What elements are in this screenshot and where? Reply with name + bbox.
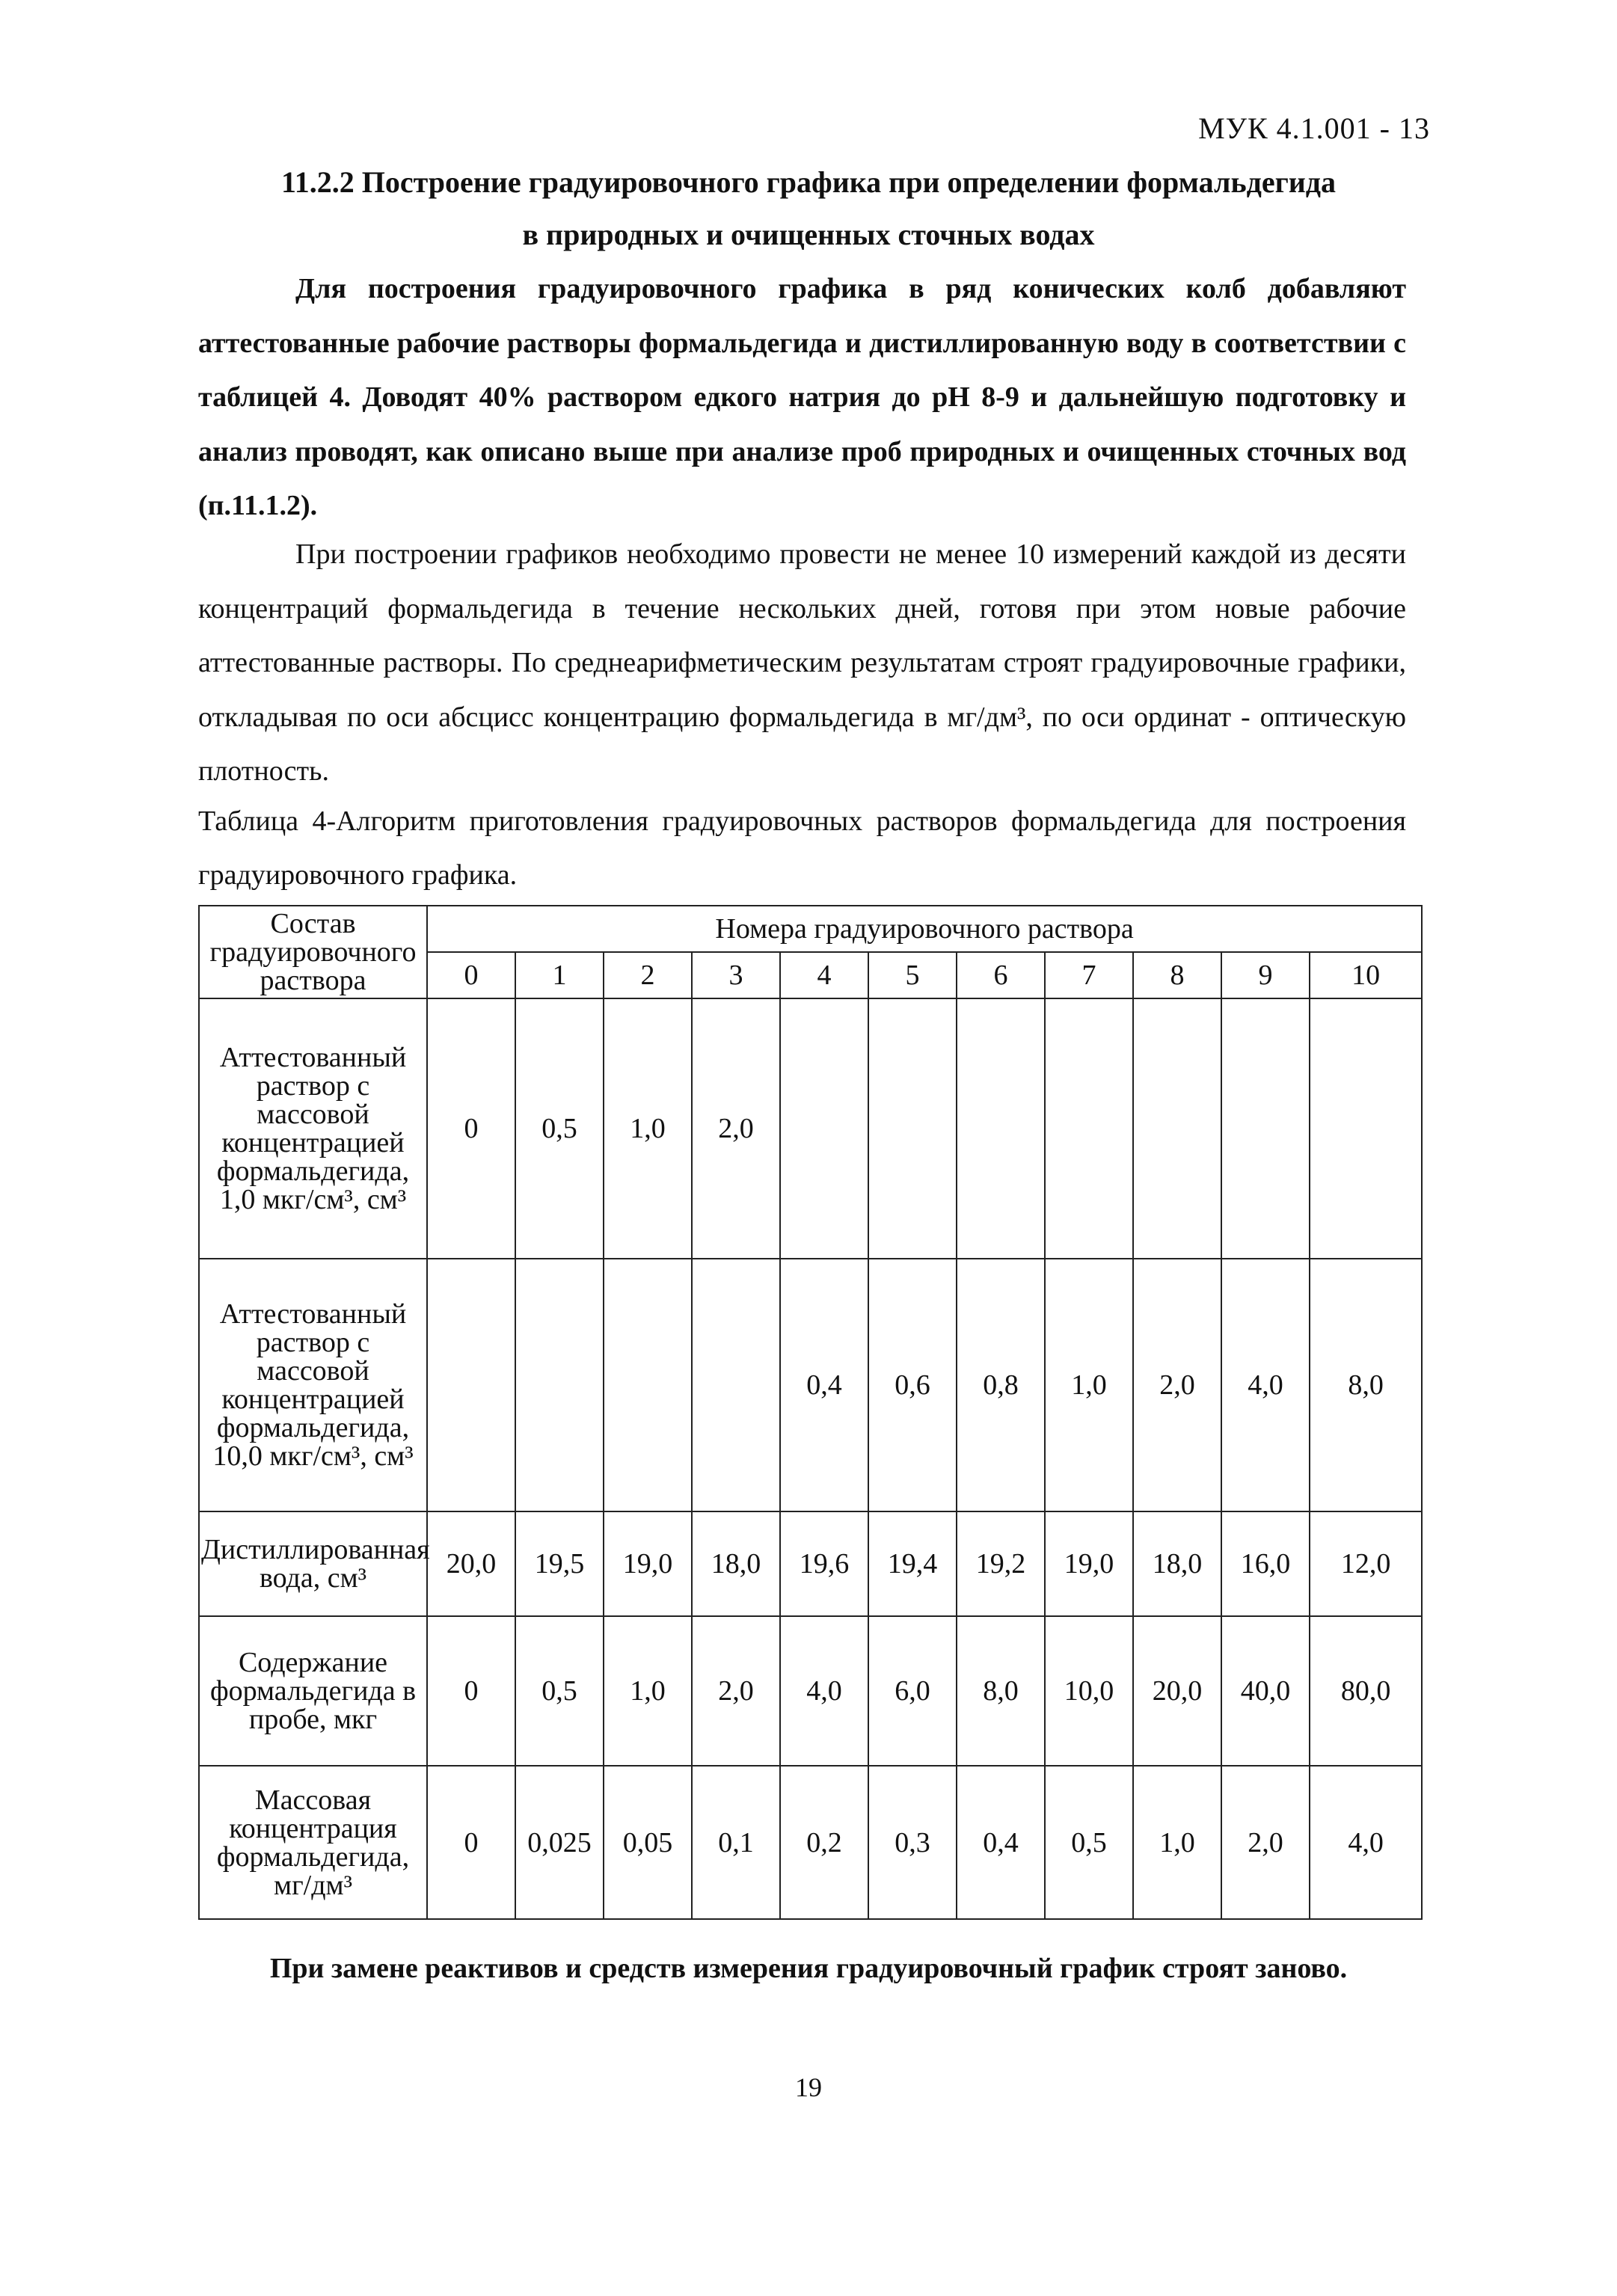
table-cell: 16,0 <box>1221 1511 1310 1616</box>
table-cell: 20,0 <box>427 1511 515 1616</box>
table-cell <box>957 998 1045 1259</box>
table-cell: 40,0 <box>1221 1616 1310 1766</box>
table-cell <box>1221 998 1310 1259</box>
table-cell: 20,0 <box>1133 1616 1221 1766</box>
table-cell: 2,0 <box>692 998 780 1259</box>
paragraph-2: При построении графиков необходимо провести не менее 10 измерений каждой из десяти концентраций формальдегида в течение нескольких дней, готовя при этом новые рабочие аттестованные растворы. По среднеарифметическим результатам строят градуировочные графики, откладывая по оси абсцисс концентрацию формальдегида в мг/дм³, по оси ординат - оптическую плотность. <box>198 538 1406 787</box>
table-cell: 0,8 <box>957 1259 1045 1511</box>
table-cell: 0,4 <box>957 1766 1045 1919</box>
row-label: Дистиллированная вода, см³ <box>199 1511 427 1616</box>
table-cell: 12,0 <box>1310 1511 1422 1616</box>
table-cell: 2,0 <box>692 1616 780 1766</box>
column-header: 8 <box>1133 952 1221 998</box>
table-cell: 0,5 <box>1045 1766 1133 1919</box>
table-cell <box>1133 998 1221 1259</box>
row-label: Массовая концентрация формальдегида, мг/дм³ <box>199 1766 427 1919</box>
section-title: 11.2.2 Построение градуировочного графика при определении формальдегида <box>280 165 1337 199</box>
section-subtitle: в природных и очищенных сточных водах <box>522 218 1095 251</box>
table-row <box>199 1766 1422 1919</box>
table-cell <box>604 1259 692 1511</box>
table-cell: 0,1 <box>692 1766 780 1919</box>
table-cell: 0 <box>427 1766 515 1919</box>
table-cell: 19,6 <box>780 1511 868 1616</box>
table-cell: 0,3 <box>868 1766 957 1919</box>
table-cell <box>515 1259 604 1511</box>
table-cell: 19,0 <box>1045 1511 1133 1616</box>
table-cell <box>868 998 957 1259</box>
table-cell <box>780 998 868 1259</box>
paragraph-1: Для построения градуировочного графика в ряд конических колб добавляют аттестованные рабочие растворы формальдегида и дистиллированную воду в соответствии с таблицей 4. Доводят 40% раствором едкого натрия до pH 8-9 и дальнейшую подготовку и анализ проводят, как описано выше при анализе проб природных и очищенных сточных вод (п.11.1.2). <box>198 273 1406 521</box>
table-cell: 8,0 <box>1310 1259 1422 1511</box>
table-header-row <box>199 906 1422 952</box>
calibration-table <box>198 905 1423 1920</box>
column-header: 4 <box>780 952 868 998</box>
column-header: 10 <box>1310 952 1422 998</box>
table-cell: 2,0 <box>1133 1259 1221 1511</box>
table-cell: 1,0 <box>1133 1766 1221 1919</box>
table-cell: 0,025 <box>515 1766 604 1919</box>
table-cell: 18,0 <box>1133 1511 1221 1616</box>
table-cell: 4,0 <box>780 1616 868 1766</box>
column-header: 6 <box>957 952 1045 998</box>
table-cell: 1,0 <box>604 998 692 1259</box>
table-cell: 19,0 <box>604 1511 692 1616</box>
column-header: 2 <box>604 952 692 998</box>
table-cell: 1,0 <box>1045 1259 1133 1511</box>
column-header: 3 <box>692 952 780 998</box>
table-cell: 80,0 <box>1310 1616 1422 1766</box>
table-cell: 4,0 <box>1310 1766 1422 1919</box>
table-cell: 8,0 <box>957 1616 1045 1766</box>
column-header: 7 <box>1045 952 1133 998</box>
table-cell: 4,0 <box>1221 1259 1310 1511</box>
column-header: 5 <box>868 952 957 998</box>
table-cell <box>1310 998 1422 1259</box>
table-cell: 0 <box>427 1616 515 1766</box>
table-row <box>199 1259 1422 1511</box>
table-cell: 2,0 <box>1221 1766 1310 1919</box>
table-cell: 19,4 <box>868 1511 957 1616</box>
footer-note: При замене реактивов и средств измерения градуировочный график строят заново. <box>269 1953 1348 1984</box>
table-row <box>199 1616 1422 1766</box>
table-cell: 0,6 <box>868 1259 957 1511</box>
row-label: Аттестованный раствор с массовой концентрацией формальдегида, 10,0 мкг/см³, см³ <box>199 1259 427 1511</box>
table-cell: 6,0 <box>868 1616 957 1766</box>
table-cell: 0,5 <box>515 1616 604 1766</box>
table-cell: 0,2 <box>780 1766 868 1919</box>
table-row <box>199 1511 1422 1616</box>
table-cell <box>692 1259 780 1511</box>
table-cell: 19,5 <box>515 1511 604 1616</box>
table-cell <box>1045 998 1133 1259</box>
table-cell <box>427 1259 515 1511</box>
table-row <box>199 998 1422 1259</box>
table-cell: 10,0 <box>1045 1616 1133 1766</box>
table-cell: 0 <box>427 998 515 1259</box>
group-header-cell: Номера градуировочного раствора <box>427 906 1422 952</box>
column-header: 9 <box>1221 952 1310 998</box>
table-cell: 0,5 <box>515 998 604 1259</box>
row-label: Аттестованный раствор с массовой концентрацией формальдегида, 1,0 мкг/см³, см³ <box>199 998 427 1259</box>
table-cell: 0,05 <box>604 1766 692 1919</box>
column-header: 0 <box>427 952 515 998</box>
table-cell: 1,0 <box>604 1616 692 1766</box>
table-cell: 0,4 <box>780 1259 868 1511</box>
column-header: 1 <box>515 952 604 998</box>
table-cell: 18,0 <box>692 1511 780 1616</box>
page-number: 19 <box>795 2072 822 2102</box>
corner-header-cell: Состав градуировочного раствора <box>199 906 427 998</box>
table-cell: 19,2 <box>957 1511 1045 1616</box>
table-caption: Таблица 4-Алгоритм приготовления градуировочных растворов формальдегида для построения градуировочного графика. <box>198 805 1406 891</box>
document-code: МУК 4.1.001 - 13 <box>1198 111 1430 145</box>
row-label: Содержание формальдегида в пробе, мкг <box>199 1616 427 1766</box>
